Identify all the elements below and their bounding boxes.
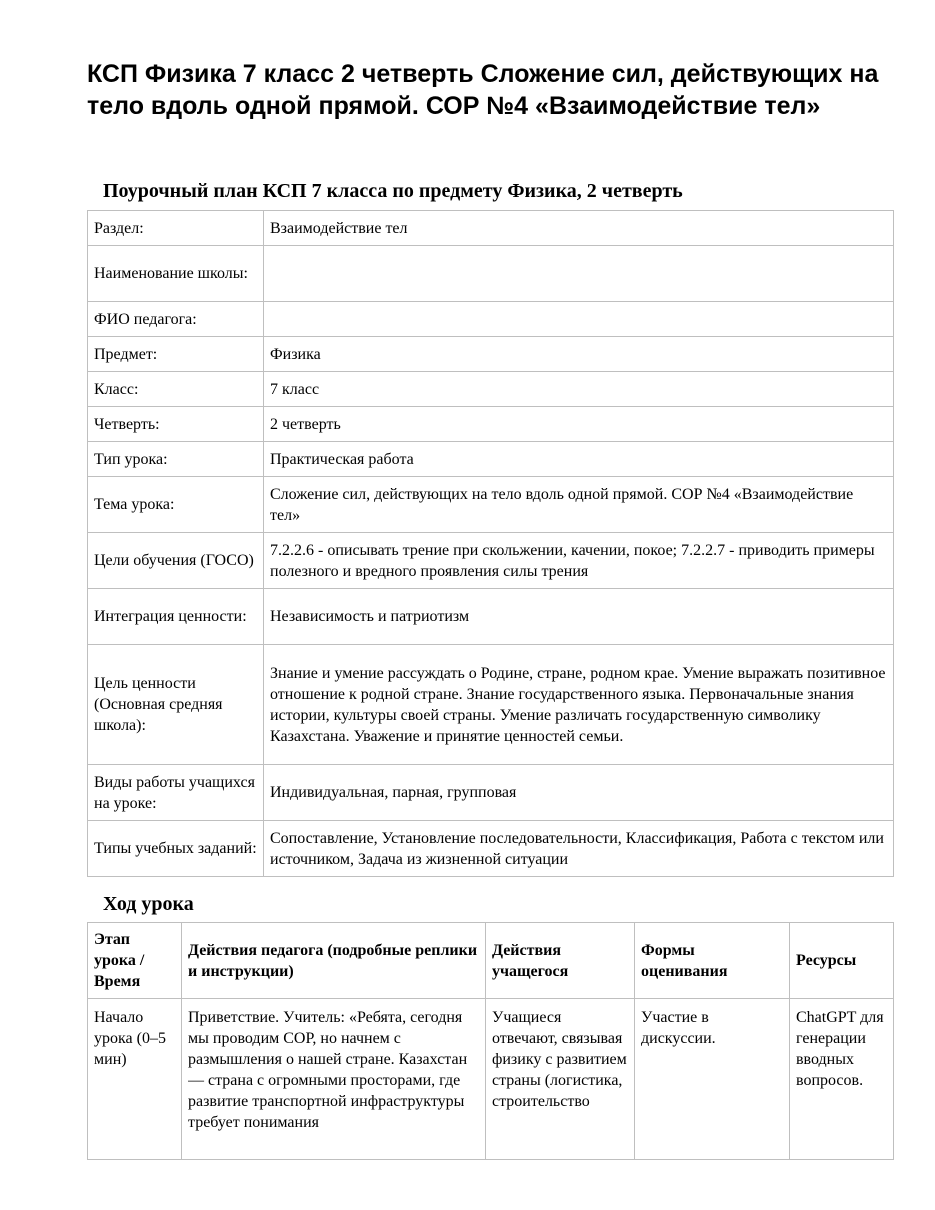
info-label: Цели обучения (ГОСО)	[88, 533, 264, 589]
student-text: Учащиеся отвечают, связывая физику с развитием страны (логистика, строительство	[492, 1009, 627, 1110]
info-value: Сложение сил, действующих на тело вдоль одной прямой. СОР №4 «Взаимодействие тел»	[264, 477, 894, 533]
lesson-info-table	[87, 210, 894, 877]
info-row-section	[88, 211, 894, 246]
info-value	[264, 302, 894, 337]
info-label: Наименование школы:	[88, 246, 264, 302]
plan-heading: Поурочный план КСП 7 класса по предмету Физика, 2 четверть	[103, 180, 683, 202]
info-row-school	[88, 246, 894, 302]
info-value: Знание и умение рассуждать о Родине, стране, родном крае. Умение выражать позитивное отношение к родной стране. Знание государственного языка. Первоначальные знания истории, культуры своей страны. Умение различать государственную символику Казахстана. Уважение и принятие ценностей семьи.	[264, 645, 894, 765]
info-label: Четверть:	[88, 407, 264, 442]
info-value: 7.2.2.6 - описывать трение при скольжении, качении, покое; 7.2.2.7 - приводить примеры полезного и вредного проявления силы трения	[264, 533, 894, 589]
info-row-task-types	[88, 821, 894, 877]
info-label: Интеграция ценности:	[88, 589, 264, 645]
info-value: 7 класс	[264, 372, 894, 407]
student-cell	[486, 999, 635, 1160]
info-value: Сопоставление, Установление последовательности, Классификация, Работа с текстом или источником, Задача из жизненной ситуации	[264, 821, 894, 877]
stage-cell	[88, 999, 182, 1160]
info-row-subject	[88, 337, 894, 372]
header-resources: Ресурсы	[790, 923, 894, 999]
info-row-value-integration	[88, 589, 894, 645]
info-row-grade	[88, 372, 894, 407]
info-row-quarter	[88, 407, 894, 442]
info-row-value-goal	[88, 645, 894, 765]
info-value: Физика	[264, 337, 894, 372]
info-value: 2 четверть	[264, 407, 894, 442]
resources-cell	[790, 999, 894, 1160]
info-value: Взаимодействие тел	[264, 211, 894, 246]
info-label: ФИО педагога:	[88, 302, 264, 337]
info-label: Раздел:	[88, 211, 264, 246]
info-row-lesson-type	[88, 442, 894, 477]
header-teacher-actions: Действия педагога (подробные реплики и инструкции)	[182, 923, 486, 999]
teacher-text: Приветствие. Учитель: «Ребята, сегодня мы проводим СОР, но начнем с размышления о нашей стране. Казахстан — страна с огромными просторами, где развитие транспортной инфраструктуры требует понимания	[188, 1009, 468, 1131]
info-label: Класс:	[88, 372, 264, 407]
stage-text: Начало урока (0–5 мин)	[94, 1009, 166, 1068]
info-label: Тип урока:	[88, 442, 264, 477]
info-value: Независимость и патриотизм	[264, 589, 894, 645]
info-label: Цель ценности (Основная средняя школа):	[88, 645, 264, 765]
info-label: Предмет:	[88, 337, 264, 372]
teacher-cell	[182, 999, 486, 1160]
header-student-actions: Действия учащегося	[486, 923, 635, 999]
header-stage: Этап урока / Время	[88, 923, 182, 999]
course-heading: Ход урока	[103, 893, 194, 915]
info-label: Тема урока:	[88, 477, 264, 533]
info-label: Виды работы учащихся на уроке:	[88, 765, 264, 821]
page-title: КСП Физика 7 класс 2 четверть Сложение сил, действующих на тело вдоль одной прямой. СОР №4 «Взаимодействие тел»	[87, 60, 879, 120]
assessment-cell	[635, 999, 790, 1160]
info-row-work-types	[88, 765, 894, 821]
info-row-learning-goals	[88, 533, 894, 589]
header-assessment: Формы оценивания	[635, 923, 790, 999]
info-value: Практическая работа	[264, 442, 894, 477]
info-row-topic	[88, 477, 894, 533]
assessment-text: Участие в дискуссии.	[641, 1009, 716, 1047]
info-value	[264, 246, 894, 302]
course-header-row	[88, 923, 894, 999]
info-row-teacher	[88, 302, 894, 337]
info-value: Индивидуальная, парная, групповая	[264, 765, 894, 821]
lesson-course-table	[87, 922, 894, 1160]
course-row	[88, 999, 894, 1160]
info-label: Типы учебных заданий:	[88, 821, 264, 877]
resources-text: ChatGPT для генерации вводных вопросов.	[796, 1009, 884, 1089]
